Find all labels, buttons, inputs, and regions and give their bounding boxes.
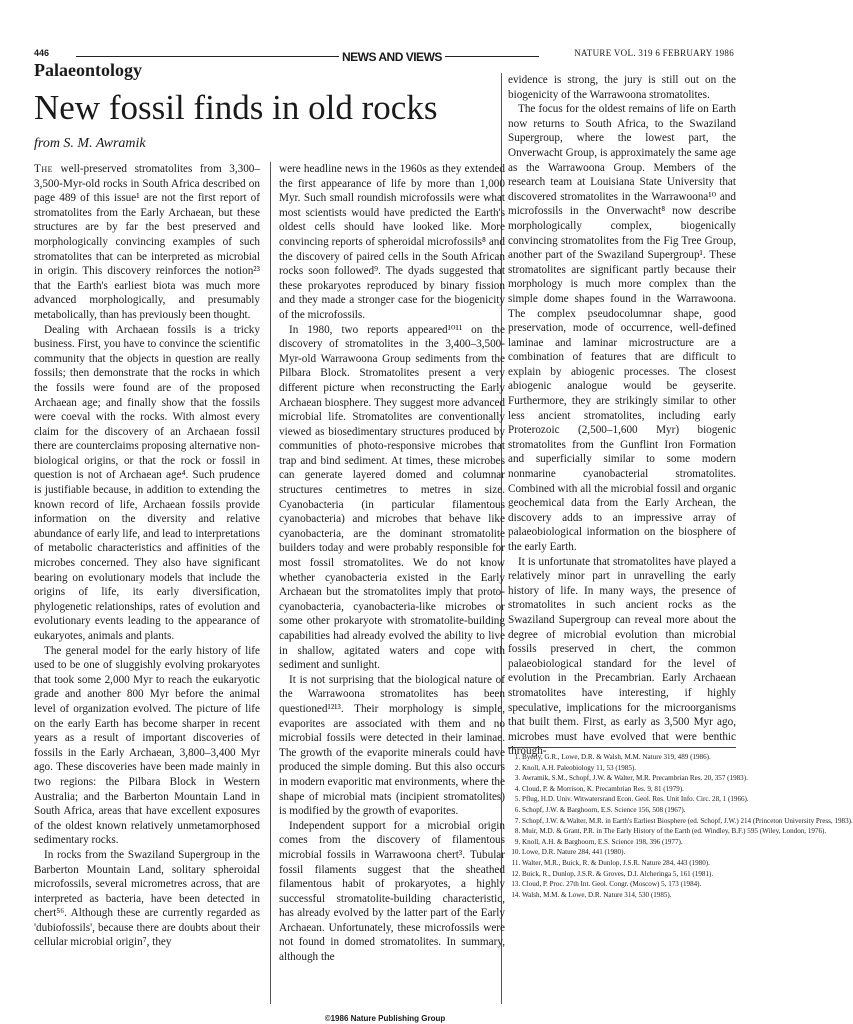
reference-item: 10. Lowe, D.R. Nature 284, 441 (1980). <box>522 847 736 858</box>
section-heading: NEWS AND VIEWS <box>339 50 445 64</box>
paragraph: The general model for the early history of life used to be one of sluggishly evolving prokaryotes that took some 2,000 Myr to reach the eukaryotic grade and another 800 Myr before the animal level of organization evolved. The picture of life on the early Earth has become sharper in recent years as a result of important discoveries of fossils in the Early Archaean, 3,800–3,400 Myr ago. These discoveries have been made mainly in two regions: the Pilbara Block in Western Australia; and the Barberton Mountain Land in South Africa, areas that have excellent exposures of the oldest known relatively unmetamorphosed sedimentary rocks. <box>34 644 260 847</box>
paragraph: It is unfortunate that stromatolites have played a relatively minor part in unravelling the early history of life. In many ways, the presence of stromatolites in such ancient rocks as the Swaziland Supergroup can reveal more about the degree of microbial evolution than microbial fossils preserved in chert, the common palaeobiological standard for the level of evolution in the Precambrian. Early Archaean stromatolites have interesting, if highly speculative, implications for the microorganisms that built them. First, as early as 3,500 Myr ago, microbes must have evolved that were benthic through- <box>508 555 736 758</box>
text-column-1 <box>34 162 260 950</box>
paragraph: Independent support for a microbial origin comes from the discovery of filamentous microbial fossils in Warrawoona chert³. Tubular fossil filaments suggest that the sheathed filamentous habit of prokaryotes, a highly successful stromatolite-building characteristic, has already evolved by the latter part of the Early Archaean. Unfortunately, these microfossils were not found in domed stromatolites. In summary, although the <box>279 819 505 964</box>
reference-item: 1. Byerly, G.R., Lowe, D.R. & Walsh, M.M. Nature 319, 489 (1986). <box>522 752 736 763</box>
reference-item: 13. Cloud, P. Proc. 27th Int. Geol. Congr. (Moscow) 5, 173 (1984). <box>522 879 736 890</box>
paragraph <box>34 162 260 323</box>
reference-list <box>508 747 853 900</box>
reference-item: 14. Walsh, M.M. & Lowe, D.R. Nature 314, 530 (1985). <box>522 890 736 901</box>
reference-item: 12. Buick, R., Dunlop, J.S.R. & Groves, D.I. Alcheringa 5, 161 (1981). <box>522 869 736 880</box>
paragraph: In 1980, two reports appeared¹⁰¹¹ on the discovery of stromatolites in the 3,400–3,500-Myr-old Warrawoona Group sediments from the Pilbara Block. Stromatolites present a very different picture when reconstructing the Early Archaean biosphere. They suggest more advanced microbial life. Stromatolites are conventionally viewed as biosedimentary structures produced by communities of photo-responsive microbes that trap and bind sediment. At times, these microbes can generate layered domed and columnar structures centimetres to metres in size. Cyanobacteria (in particular filamentous cyanobacteria) and microbes that behave like cyanobacteria, are the dominant stromatolite builders today and were probably responsible for most fossil stromatolites. We do not know whether cyanobacteria existed in the Early Archaean but the stromatolites imply that proto-cyanobacteria, cyanobacteria-like microbes or some other prokaryote with stromatolite-building capabilities had already evolved the ability to live in shallow, agitated waters and cope with sediment and sunlight. <box>279 323 505 672</box>
reference-item: 6. Schopf, J.W. & Barghoorn, E.S. Science 156, 508 (1967). <box>522 805 736 816</box>
paragraph: Dealing with Archaean fossils is a tricky business. First, you have to convince the scientific community that the objects in question are really fossils; then demonstrate that the rocks in which the fossils were found are of the proposed Archaean age; and finally show that the fossils were coeval with the rocks. With almost every claim for the discovery of an Archaean fossil there are counterclaims proposing alternative non-biological origins, or that the rock or fossil in question is not of Archaean age⁴. Such prudence is justifiable because, in addition to extending the known record of life, Archaean fossils provide information on the diversity and relative abundance of early life, and lead to interpretations of metabolic characteristics and affinities of the microbes concerned. They also have significant bearing on evolutionary models that include the origins of life, its early diversification, phylogenetic relationships, rates of evolution and evolutionary events leading to the appearance of eukaryotes, animals and plants. <box>34 323 260 642</box>
reference-item: 11. Walter, M.R., Buick, R. & Dunlop, J.S.R. Nature 284, 443 (1980). <box>522 858 736 869</box>
paragraph: were headline news in the 1960s as they extended the first appearance of life by more than 1,000 Myr. Such small roundish microfossils were what most scientists would have predicted the Earth's oldest cells should have looked like. More convincing reports of spheroidal microfossils⁸ and the discovery of paired cells in the South African rocks soon followed⁹. The dyads suggested that these prokaryotes reproduced by binary fission and they made a stronger case for the biogenicity of the microfossils. <box>279 163 505 321</box>
column-rule <box>270 162 271 1004</box>
reference-item: 7. Schopf, J.W. & Walter, M.R. in Earth's Earliest Biosphere (ed. Schopf, J.W.) 214 (Princeton University Press, 1983). <box>522 816 736 827</box>
paragraph-text: well-preserved stromatolites from 3,300–3,500-Myr-old rocks in South Africa described on page 489 of this issue¹ are not the first report of stromatolites from the Early Archaean, but these structures are by far the best preserved and morphologically convincing examples of such stromatolites that can be interpreted as microbial in origin. This discovery reinforces the notion²³ that the Earth's earliest biota was much more advanced morphologically, and presumably metabolically, than has previously been thought. <box>34 163 260 321</box>
journal-citation: NATURE VOL. 319 6 FEBRUARY 1986 <box>574 48 734 58</box>
reference-item: 8. Muir, M.D. & Grant, P.R. in The Early History of the Earth (ed. Windley, B.F.) 595 (Wiley, London, 1976). <box>522 826 736 837</box>
copyright-footer: ©1986 Nature Publishing Group <box>324 1014 446 1023</box>
reference-item: 5. Pflug, H.D. Univ. Witwatersrand Econ. Geol. Res. Unit Info. Circ. 28, 1 (1966). <box>522 794 736 805</box>
page-number: 446 <box>34 48 50 58</box>
paragraph: It is not surprising that the biological nature of the Warrawoona stromatolites has been questioned¹²¹³. Their morphology is simple, evaporites are associated with them and no microbial fossils were detected in their laminae. The growth of the evaporite minerals could have produced the simple doming. But this also occurs in modern evaporitic mat environments, where the shape of microbial mats (incipient stromatolites) is modified by the growth of evaporites. <box>279 673 505 818</box>
reference-item: 9. Knoll, A.H. & Barghoorn, E.S. Science 198, 396 (1977). <box>522 837 736 848</box>
article-headline: New fossil finds in old rocks <box>34 88 438 127</box>
reference-item: 4. Cloud, P. & Morrison, K. Precambrian Res. 9, 81 (1979). <box>522 784 736 795</box>
text-column-2 <box>279 162 505 965</box>
reference-item: 3. Awramik, S.M., Schopf, J.W. & Walter, M.R. Precambrian Res. 20, 357 (1983). <box>522 773 736 784</box>
text-column-3 <box>508 73 736 759</box>
header-rule <box>76 56 539 57</box>
lead-word: The <box>34 163 53 175</box>
reference-item: 2. Knoll, A.H. Paleobiology 11, 53 (1985). <box>522 763 736 774</box>
paragraph: The focus for the oldest remains of life on Earth now returns to South Africa, to the Swaziland Supergroup, where the lowest part, the Onverwacht Group, is approximately the same age as the Warrawoona Group. Members of the research team at Louisiana State University that discovered stromatolites in the Warrawoona¹⁰ and microfossils in the Onverwacht⁸ now describe morphologically complex, biogenically convincing stromatolites from the Fig Tree Group, another part of the Swaziland Supergroup¹. These stromatolites are significant partly because their morphology is much more complex than the simple dome shapes found in the Warrawoona. The complex pseudocolumnar shape, good preservation, mode of occurrence, well-defined laminae and laminar microstructure are a combination of features that are difficult to explain by abiogenic processes. The closest abiogenic analogue would be geyserite. Furthermore, they are strikingly similar to other less ancient stromatolites, including early Proterozoic (2,500–1,600 Myr) biogenic stromatolites from the Gunflint Iron Formation and superficially similar to some modern nonmarine cyanobacterial stromatolites. Combined with all the microbial fossil and organic geochemical data from the Early Archean, the discovery adds to an impressive array of palaeobiological information on the biosphere of the early Earth. <box>508 103 736 553</box>
paragraph: In rocks from the Swaziland Supergroup in the Barberton Mountain Land, solitary spheroidal microfossils, several micrometres across, that are interpreted as bacteria, have been detected in chert⁵⁶. Although these are currently regarded as 'dubiofossils', because there are doubts about their cellular microbial origin⁷, they <box>34 848 260 949</box>
article-byline: from S. M. Awramik <box>34 136 146 151</box>
paragraph: evidence is strong, the jury is still out on the biogenicity of the Warrawoona stromatolites. <box>508 74 736 101</box>
section-label: Palaeontology <box>34 60 142 80</box>
